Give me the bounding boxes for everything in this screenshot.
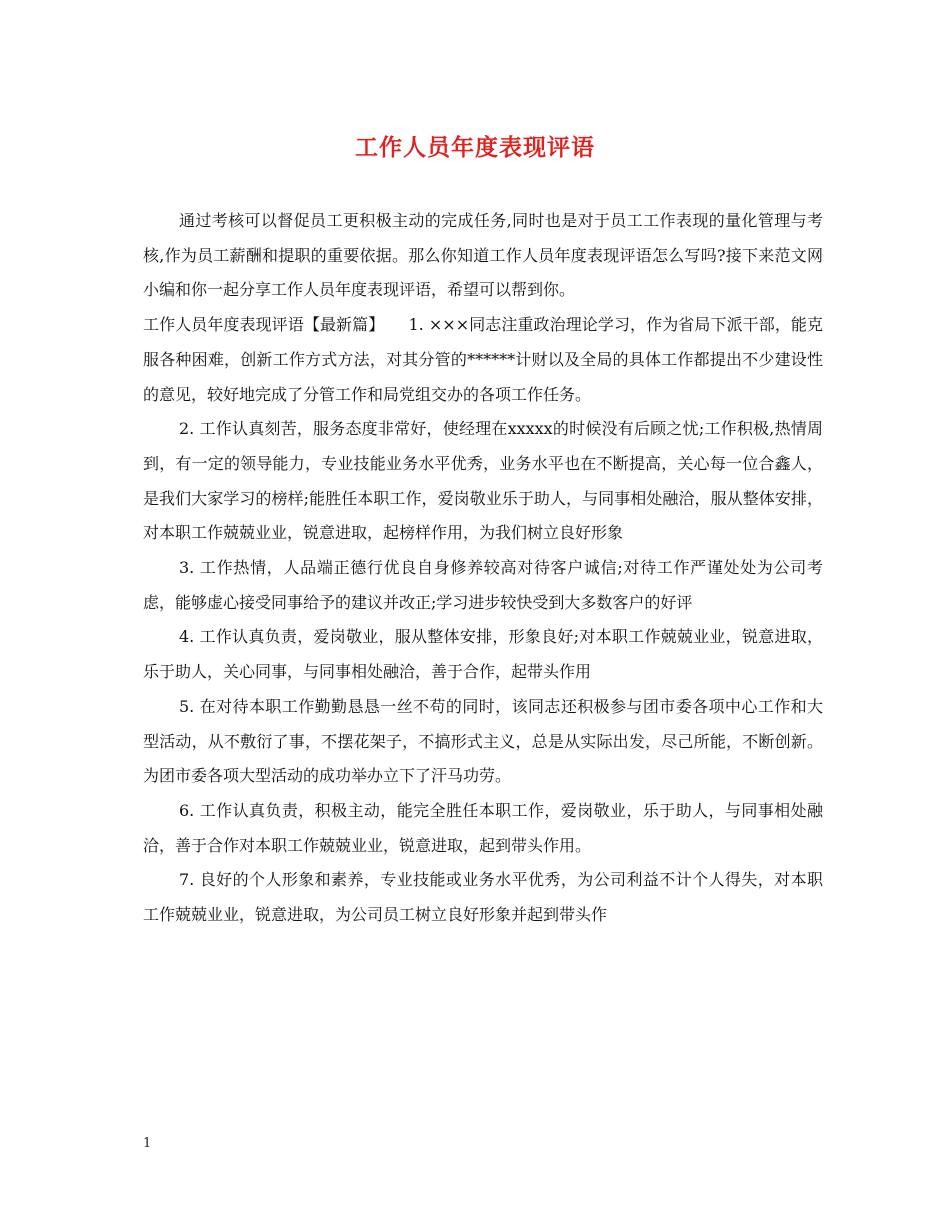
document-title: 工作人员年度表现评语	[355, 134, 595, 161]
paragraph-item-1: 工作人员年度表现评语【最新篇】 1. ×××同志注重政治理论学习，作为省局下派干部，能克服各种困难，创新工作方式方法，对其分管的******计财以及全局的具体工作都提出不少建设性的意见，较好地完成了分管工作和局党组交办的各项工作任务。	[143, 315, 823, 404]
paragraph-item-2: 2. 工作认真刻苦，服务态度非常好，使经理在xxxxx的时候没有后顾之忧;工作积极,热情周到，有一定的领导能力，专业技能业务水平优秀，业务水平也在不断提高，关心每一位合鑫人，是我们大家学习的榜样;能胜任本职工作，爱岗敬业乐于助人，与同事相处融洽，服从整体安排，对本职工作兢兢业业，锐意进取，起榜样作用，为我们树立良好形象	[143, 419, 823, 543]
paragraph-item-7: 7. 良好的个人形象和素养，专业技能或业务水平优秀，为公司利益不计个人得失，对本职工作兢兢业业，锐意进取，为公司员工树立良好形象并起到带头作	[143, 870, 823, 925]
paragraph-item-4: 4. 工作认真负责，爱岗敬业，服从整体安排，形象良好;对本职工作兢兢业业，锐意进取，乐于助人，关心同事，与同事相处融洽，善于合作，起带头作用	[143, 627, 823, 682]
paragraph-item-6: 6. 工作认真负责，积极主动，能完全胜任本职工作，爱岗敬业，乐于助人，与同事相处融洽，善于合作对本职工作兢兢业业，锐意进取，起到带头作用。	[143, 800, 823, 855]
paragraph-item-5: 5. 在对待本职工作勤勤恳恳一丝不苟的同时，该同志还积极参与团市委各项中心工作和大型活动，从不敷衍了事，不摆花架子，不搞形式主义，总是从实际出发，尽己所能，不断创新。为团市委各项大型活动的成功举办立下了汗马功劳。	[143, 696, 823, 786]
paragraph-item-3: 3. 工作热情，人品端正德行优良自身修养较高对待客户诚信;对待工作严谨处处为公司考虑，能够虚心接受同事给予的建议并改正;学习进步较快受到大多数客户的好评	[143, 558, 823, 612]
page-number: 1	[143, 1136, 152, 1151]
document-body	[143, 204, 823, 933]
paragraph-intro: 通过考核可以督促员工更积极主动的完成任务,同时也是对于员工工作表现的量化管理与考核,作为员工薪酬和提职的重要依据。那么你知道工作人员年度表现评语怎么写吗?接下来范文网小编和你一起分享工作人员年度表现评语，希望可以帮到你。	[143, 211, 823, 300]
